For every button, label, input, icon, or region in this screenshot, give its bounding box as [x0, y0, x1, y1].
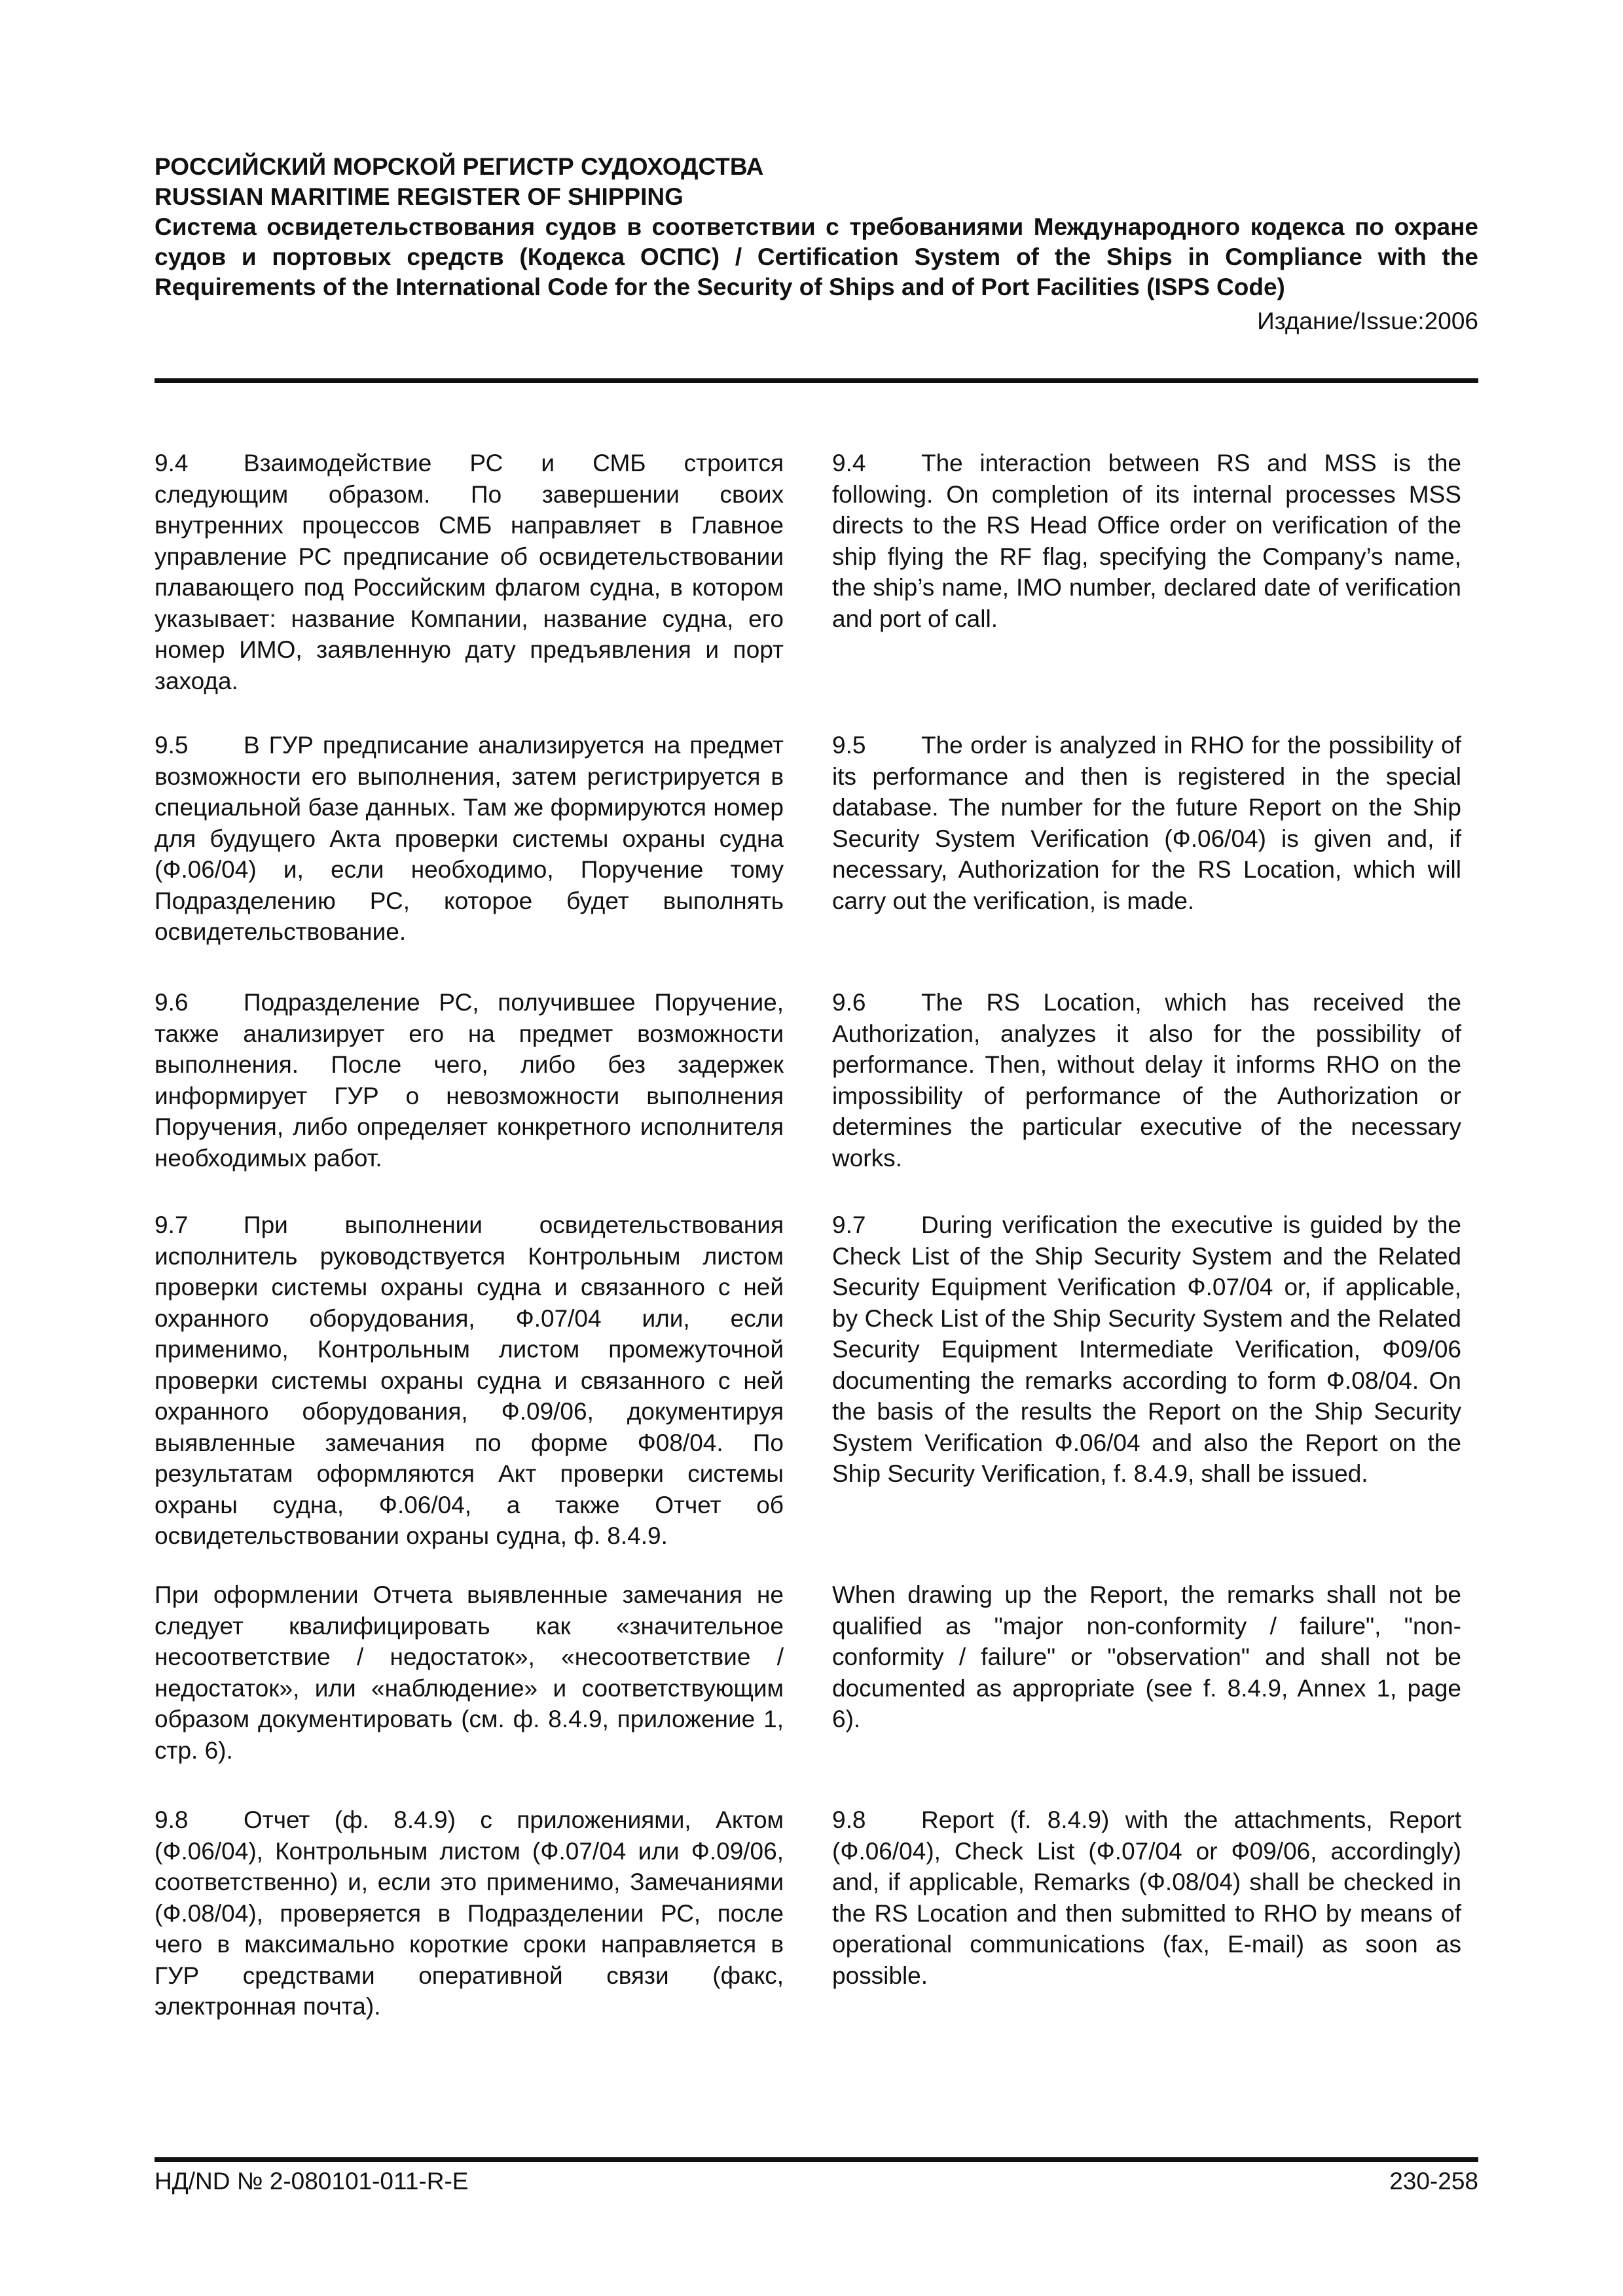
section-9-4-en: [832, 448, 1461, 634]
org-name-en: RUSSIAN MARITIME REGISTER OF SHIPPING: [155, 183, 684, 210]
section-number: 9.5: [155, 732, 189, 759]
section-text: Отчет (ф. 8.4.9) с приложениями, Актом (Ф.06/04), Контрольным листом (Ф.07/04 или Ф.09/06, соответственно) и, если это применимо, Замечаниями (Ф.08/04), проверяется в Подразделении РС, после чего в максимально короткие сроки направляется в ГУР средствами оперативной связи (факс, электронная почта).: [155, 1806, 784, 2020]
section-text: При выполнении освидетельствования исполнитель руководствуется Контрольным листом проверки системы охраны судна и связанного с ней охранного оборудования, Ф.07/04 или, если применимо, Контрольным листом промежуточной проверки системы охраны судна и связанного с ней охранного оборудования, Ф.09/06, документируя выявленные замечания по форме Ф08/04. По результатам оформляются Акт проверки системы охраны судна, Ф.06/04, а также Отчет об освидетельствовании охраны судна, ф. 8.4.9.: [155, 1211, 784, 1549]
section-text: Подразделение РС, получившее Поручение, также анализирует его на предмет возможности выполнения. После чего, либо без задержек информирует ГУР о невозможности выполнения Поручения, либо определяет конкретного исполнителя необходимых работ.: [155, 989, 784, 1172]
section-text: При оформлении Отчета выявленные замечания не следует квалифицировать как «значительное несоответствие / недостаток», «несоответствие / недостаток», или «наблюдение» и соответствующим образом документировать (см. ф. 8.4.9, приложение 1, стр. 6).: [155, 1581, 784, 1764]
section-text: During verification the executive is guided by the Check List of the Ship Security System and the Related Security Equipment Verification Ф.07/04 or, if applicable, by Check List of the Ship Security System and the Related Security Equipment Intermediate Verification, Ф09/06 documenting the remarks according to form Ф.08/04. On the basis of the results the Report on the Ship Security System Verification Ф.06/04 and also the Report on the Ship Security Verification, f. 8.4.9, shall be issued.: [832, 1211, 1461, 1487]
section-9-5-en: [832, 730, 1461, 916]
section-9-6-en: [832, 987, 1461, 1174]
remarks-paragraph-en: [832, 1579, 1461, 1735]
section-text: When drawing up the Report, the remarks shall not be qualified as "major non-conformity / failure", "non-conformity / failure" or "observation" and shall not be documented as appropriate (see f. 8.4.9, Annex 1, page 6).: [832, 1581, 1461, 1732]
footer-divider: [155, 2157, 1478, 2162]
issue-label: Издание/Issue:2006: [1257, 308, 1478, 334]
document-number: НД/ND № 2-080101-011-R-E: [155, 2168, 469, 2195]
section-9-6-ru: [155, 987, 784, 1174]
section-number: 9.5: [832, 732, 866, 759]
document-system-title: Система освидетельствования судов в соответствии с требованиями Международного кодекса по охране судов и портовых средств (Кодекса ОСПС) / Certification System of the Ships in Compliance with the Requirements of the International Code for the Security of Ships and of Port Facilities (ISPS Code): [155, 213, 1478, 300]
header-divider: [155, 378, 1478, 383]
org-name-ru: РОССИЙСКИЙ МОРСКОЙ РЕГИСТР СУДОХОДСТВА: [155, 153, 764, 180]
section-text: В ГУР предписание анализируется на предмет возможности его выполнения, затем регистрируется в специальной базе данных. Там же формируются номер для будущего Акта проверки системы охраны судна (Ф.06/04) и, если необходимо, Поручение тому Подразделению РС, которое будет выполнять освидетельствование.: [155, 732, 784, 945]
section-text: Взаимодействие РС и СМБ строится следующим образом. По завершении своих внутренних процессов СМБ направляет в Главное управление РС предписание об освидетельствовании плавающего под Российским флагом судна, в котором указывает: название Компании, название судна, его номер ИМО, заявленную дату предъявления и порт захода.: [155, 450, 784, 694]
section-text: The interaction between RS and MSS is the following. On completion of its internal processes MSS directs to the RS Head Office order on verification of the ship flying the RF flag, specifying the Company’s name, the ship’s name, IMO number, declared date of verification and port of call.: [832, 450, 1461, 632]
section-9-7-en: [832, 1210, 1461, 1490]
section-9-4-ru: [155, 448, 784, 696]
section-9-8-ru: [155, 1804, 784, 2022]
section-number: 9.4: [155, 450, 189, 476]
section-9-8-en: [832, 1804, 1461, 1991]
section-text: Report (f. 8.4.9) with the attachments, Report (Ф.06/04), Check List (Ф.07/04 or Ф09/06, accordingly) and, if applicable, Remarks (Ф.08/04) shall be checked in the RS Location and then submitted to RHO by means of operational communications (fax, E-mail) as soon as possible.: [832, 1806, 1461, 1989]
section-number: 9.8: [832, 1806, 866, 1833]
page-header: [155, 152, 1478, 336]
section-9-5-ru: [155, 730, 784, 948]
section-number: 9.7: [832, 1211, 866, 1238]
section-number: 9.6: [832, 989, 866, 1016]
section-number: 9.7: [155, 1211, 189, 1238]
section-text: The order is analyzed in RHO for the possibility of its performance and then is registered in the special database. The number for the future Report on the Ship Security System Verification (Ф.06/04) is given and, if necessary, Authorization for the RS Location, which will carry out the verification, is made.: [832, 732, 1461, 914]
page-number: 230-258: [1389, 2168, 1478, 2195]
section-9-7-ru: [155, 1210, 784, 1552]
remarks-paragraph-ru: [155, 1579, 784, 1766]
section-text: The RS Location, which has received the Authorization, analyzes it also for the possibility of performance. Then, without delay it informs RHO on the impossibility of performance of the Authorization or determines the particular executive of the necessary works.: [832, 989, 1461, 1172]
section-number: 9.4: [832, 450, 866, 476]
section-number: 9.6: [155, 989, 189, 1016]
section-number: 9.8: [155, 1806, 189, 1833]
